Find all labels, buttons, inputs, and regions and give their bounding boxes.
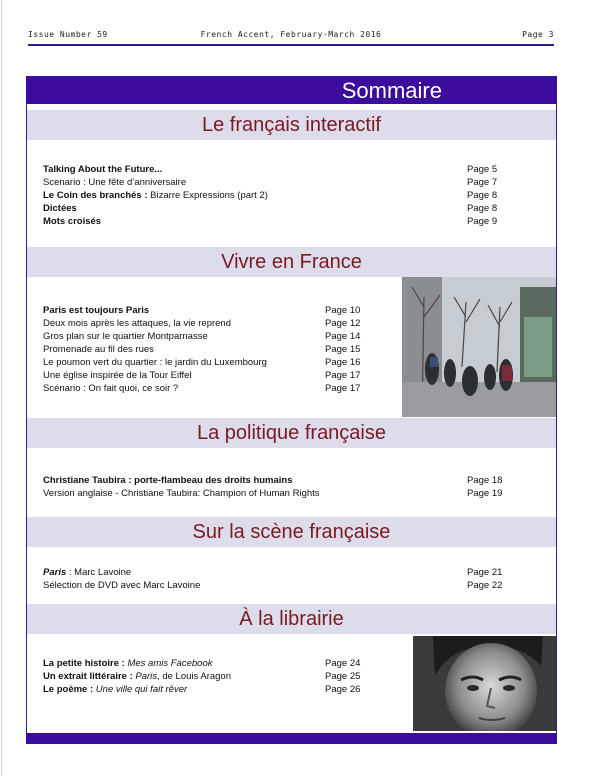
section-header-vivre-en-france (27, 247, 556, 277)
list-item[interactable] (43, 474, 523, 487)
item-title: Un extrait littéraire : (43, 671, 133, 682)
section-header-librairie (27, 604, 556, 634)
item-title: Talking About the Future... (43, 164, 163, 175)
item-text: Sélection de DVD avec Marc Lavoine (43, 580, 201, 591)
issue-number: Issue Number 59 (28, 30, 108, 39)
item-text: Promenade au fil des rues (43, 344, 154, 355)
summary-title: Sommaire (341, 78, 442, 103)
list-item[interactable] (43, 215, 523, 228)
summary-box (26, 76, 557, 744)
section-list-politique-francaise (43, 474, 523, 500)
list-item[interactable] (43, 356, 383, 369)
item-title: Paris (43, 567, 67, 578)
list-item[interactable] (43, 330, 383, 343)
item-work: Paris (132, 671, 158, 682)
item-title: Le Coin des branchés : (43, 190, 148, 201)
item-title: Paris est toujours Paris (43, 305, 150, 316)
section-list-francais-interactif (43, 163, 523, 228)
left-margin-line (1, 0, 2, 776)
list-item[interactable] (43, 304, 383, 317)
summary-banner (27, 77, 556, 104)
item-page: Page 18 (467, 475, 503, 486)
item-work: Une ville qui fait rêver (93, 684, 188, 695)
list-item[interactable] (43, 683, 383, 696)
paris-street-illustration (402, 277, 556, 417)
section-title: Sur la scène française (192, 521, 391, 543)
item-page: Page 24 (325, 658, 361, 669)
item-text: Deux mois après les attaques, la vie reprend (43, 318, 231, 329)
list-item[interactable] (43, 189, 523, 202)
paris-street-photo (402, 277, 556, 417)
item-page: Page 21 (467, 567, 503, 578)
list-item[interactable] (43, 487, 523, 500)
section-header-scene-francaise (27, 517, 556, 547)
item-page: Page 10 (325, 305, 361, 316)
item-page: Page 15 (325, 344, 361, 355)
list-item[interactable] (43, 317, 383, 330)
page-number: Page 3 (522, 30, 554, 39)
item-title: La petite histoire : (43, 658, 125, 669)
item-text: Gros plan sur le quartier Montparnasse (43, 331, 208, 342)
section-list-librairie (43, 657, 383, 696)
list-item[interactable] (43, 566, 523, 579)
item-title: Dictées (43, 203, 77, 214)
publication-title: French Accent, February-March 2016 (200, 30, 382, 39)
section-title: La politique française (196, 422, 386, 444)
item-text: Bizarre Expressions (part 2) (147, 190, 268, 201)
item-page: Page 19 (467, 488, 503, 499)
item-title: Christiane Taubira : porte-flambeau des droits humains (43, 475, 293, 486)
section-title: Le français interactif (202, 114, 381, 136)
list-item[interactable] (43, 382, 383, 395)
list-item[interactable] (43, 343, 383, 356)
header-rule (28, 44, 554, 46)
list-item[interactable] (43, 176, 523, 189)
item-text: : Marc Lavoine (66, 567, 132, 578)
item-page: Page 17 (325, 370, 361, 381)
section-title: Vivre en France (221, 251, 362, 273)
list-item[interactable] (43, 369, 383, 382)
section-list-scene-francaise (43, 566, 523, 592)
list-item[interactable] (43, 670, 383, 683)
item-page: Page 5 (467, 164, 498, 175)
item-text: Une église inspirée de la Tour Eiffel (43, 370, 192, 381)
section-header-francais-interactif (27, 110, 556, 140)
item-page: Page 7 (467, 177, 498, 188)
item-page: Page 26 (325, 684, 361, 695)
item-page: Page 16 (325, 357, 361, 368)
item-page: Page 25 (325, 671, 361, 682)
item-text: Scénario : On fait quoi, ce soir ? (43, 383, 179, 394)
item-work: Mes amis Facebook (124, 658, 213, 669)
item-text: Scenario : Une fête d’anniversaire (43, 177, 187, 188)
aragon-portrait-photo (413, 636, 556, 731)
list-item[interactable] (43, 163, 523, 176)
item-text: Le poumon vert du quartier : le jardin du Luxembourg (43, 357, 267, 368)
list-item[interactable] (43, 657, 383, 670)
item-page: Page 9 (467, 216, 498, 227)
portrait-illustration (413, 636, 556, 731)
section-title: À la librairie (239, 608, 344, 630)
item-page: Page 8 (467, 203, 498, 214)
item-page: Page 12 (325, 318, 361, 329)
item-text: Version anglaise - Christiane Taubira: Champion of Human Rights (43, 488, 320, 499)
item-page: Page 8 (467, 190, 498, 201)
item-page: Page 17 (325, 383, 361, 394)
item-text: , de Louis Aragon (157, 671, 231, 682)
item-title: Mots croisés (43, 216, 102, 227)
page-header (28, 30, 554, 44)
list-item[interactable] (43, 579, 523, 592)
section-header-politique-francaise (27, 418, 556, 448)
section-list-vivre-en-france (43, 304, 383, 395)
list-item[interactable] (43, 202, 523, 215)
item-title: Le poème : (43, 684, 94, 695)
summary-footer-bar (27, 733, 556, 743)
item-page: Page 14 (325, 331, 361, 342)
item-page: Page 22 (467, 580, 503, 591)
